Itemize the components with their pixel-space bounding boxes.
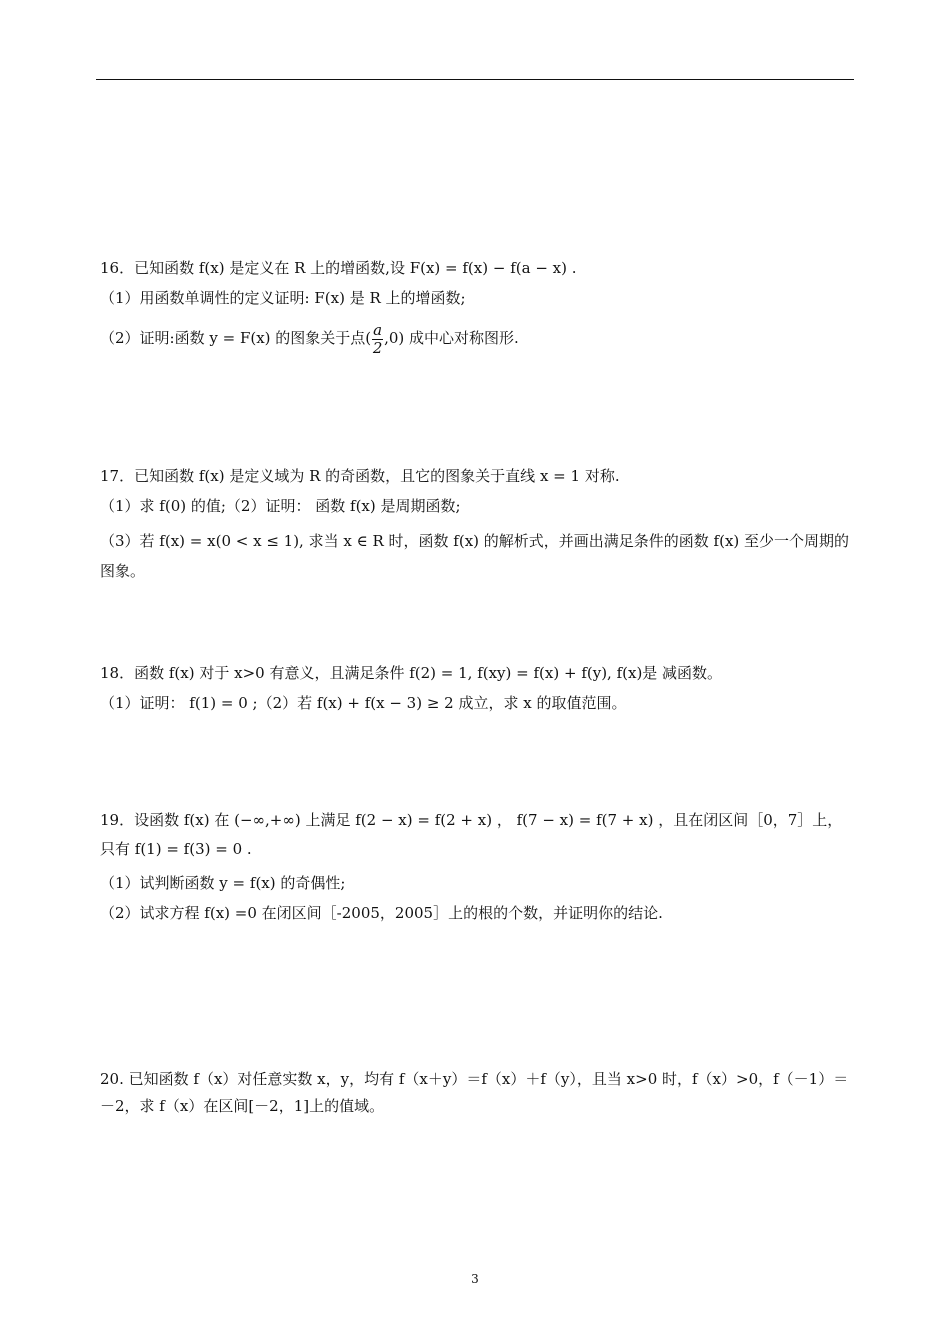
problem-18-parts: （1）证明： f(1) = 0 ;（2）若 f(x) + f(x − 3) ≥ 2 成立，求 x 的取值范围。: [100, 694, 627, 712]
problem-16: [100, 258, 852, 367]
fraction-numerator: a: [373, 320, 383, 339]
problem-20: [100, 1066, 852, 1129]
problem-17-statement: 17．已知函数 f(x) 是定义域为 R 的奇函数，且它的图象关于直线 x = 1 对称.: [100, 467, 620, 485]
header-rule: [96, 79, 854, 80]
problem-17: [100, 466, 852, 595]
problem-19-statement: 19．设函数 f(x) 在 (−∞,+∞) 上满足 f(2 − x) = f(2 + x) ， f(7 − x) = f(7 + x) ，且在闭区间［0，7］上，只有 f(1) = f(3) = 0 .: [100, 811, 843, 858]
problem-16-statement: 16．已知函数 f(x) 是定义在 R 上的增函数,设 F(x) = f(x) − f(a − x) .: [100, 259, 577, 277]
problem-20-statement: 20. 已知函数 f（x）对任意实数 x，y，均有 f（x＋y）＝f（x）＋f（y），且当 x>0 时，f（x）>0，f（－1）＝－2，求 f（x）在区间[－2，1]上的值域。: [100, 1070, 849, 1115]
problem-19-part-2: （2）试求方程 f(x) =0 在闭区间［-2005，2005］上的根的个数，并证明你的结论.: [100, 904, 663, 922]
problem-19-part-1: （1）试判断函数 y = f(x) 的奇偶性;: [100, 874, 346, 892]
problem-19: [100, 806, 852, 933]
fraction-denominator: 2: [372, 338, 383, 357]
problem-17-parts-1-2: （1）求 f(0) 的值;（2）证明： 函数 f(x) 是周期函数;: [100, 497, 461, 515]
problem-17-part-3: （3）若 f(x) = x(0 < x ≤ 1), 求当 x ∈ R 时，函数 f(x) 的解析式，并画出满足条件的函数 f(x) 至少一个周期的图象。: [100, 532, 850, 580]
fraction-a-over-2: [372, 322, 383, 357]
problem-16-part-2-text-after: ,0) 成中心对称图形.: [384, 329, 519, 347]
problem-18: [100, 663, 852, 723]
page-number: 3: [471, 1272, 479, 1286]
problem-16-part-2-text-before: （2）证明:函数 y = F(x) 的图象关于点(: [100, 329, 372, 347]
problem-16-part-1: （1）用函数单调性的定义证明: F(x) 是 R 上的增函数;: [100, 289, 466, 307]
problem-16-part-2: [100, 318, 852, 358]
problem-18-statement: 18．函数 f(x) 对于 x>0 有意义，且满足条件 f(2) = 1, f(xy) = f(x) + f(y), f(x)是 减函数。: [100, 664, 723, 682]
